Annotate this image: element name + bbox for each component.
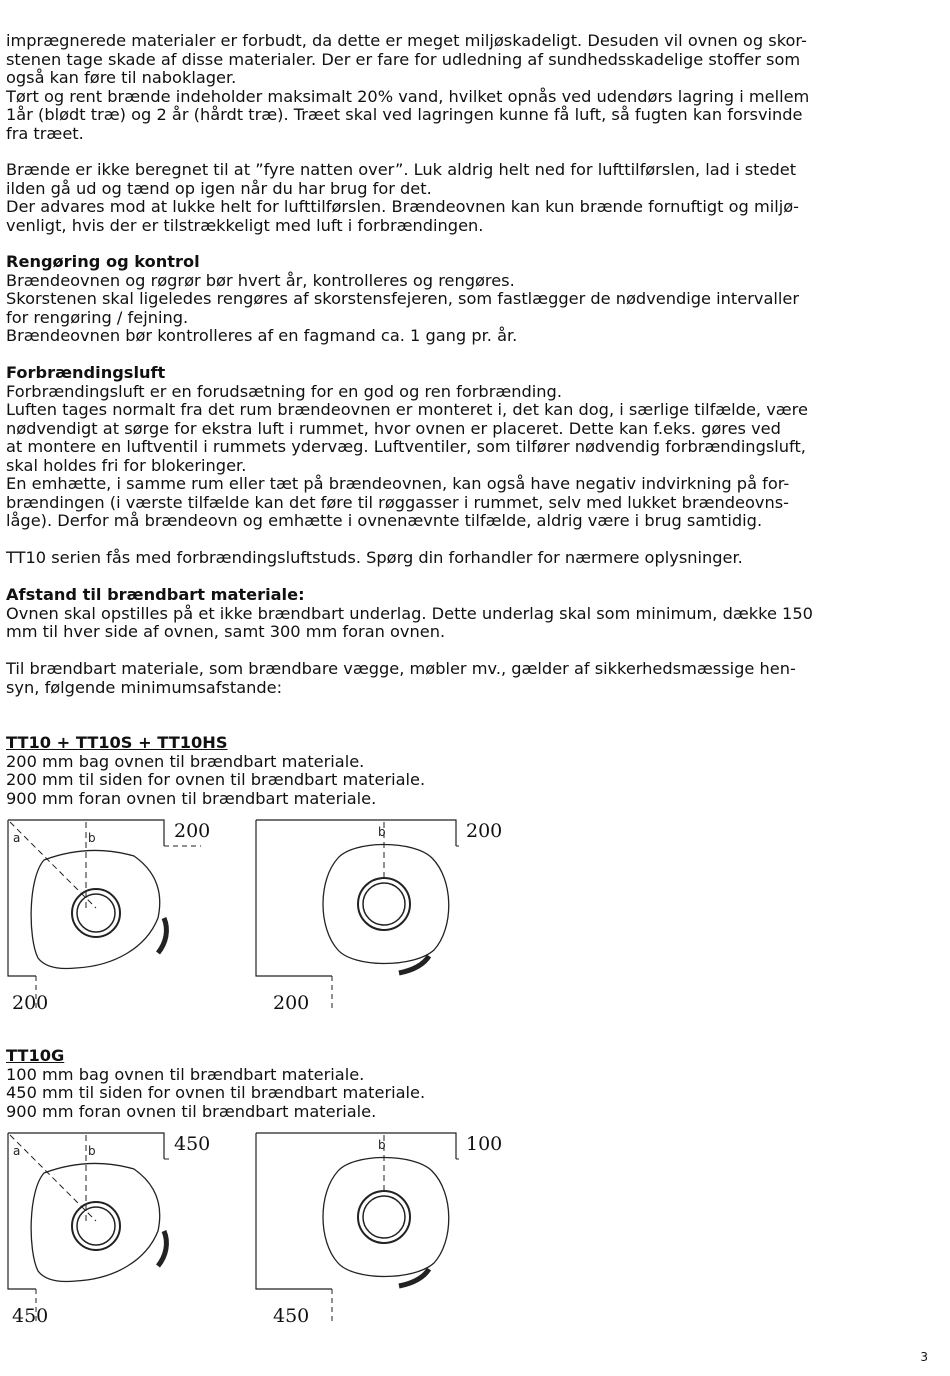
text-line: 200 mm til siden for ovnen til brændbart materiale. (6, 770, 426, 789)
dimension-line (36, 1159, 171, 1321)
text-line: 900 mm foran ovnen til brændbart materiale. (6, 788, 377, 808)
text-line: Forbrændingsluft er en forudsætning for en god og ren forbrænding. (6, 381, 562, 401)
label-a: a (13, 831, 21, 845)
handle (158, 918, 166, 953)
text-line: venligt, hvis der er tilstrækkeligt med luft i forbrændingen. (6, 215, 484, 235)
handle (158, 1231, 166, 1266)
page-number: 3 (920, 1350, 928, 1364)
label-b: b (378, 825, 386, 839)
text-line: 1år (blødt træ) og 2 år (hårdt træ). Træet skal ved lagringen kunne få luft, så fugten kan forsvinde (6, 105, 803, 124)
stove-body (31, 1163, 160, 1281)
text-line: låge). Derfor må brændeovn og emhætte i ovnenævnte tilfælde, aldrig være i brug samtidig. (6, 511, 763, 530)
section-heading: Rengøring og kontrol (6, 252, 200, 271)
text-line: fra træet. (6, 123, 84, 143)
text-line: 450 mm til siden for ovnen til brændbart materiale. (6, 1083, 426, 1102)
text-line: Brændeovnen bør kontrolleres af en fagmand ca. 1 gang pr. år. (6, 326, 518, 345)
section-heading: Afstand til brændbart materiale: (6, 585, 305, 604)
text-line: TT10 serien fås med forbrændingsluftstuds. Spørg din forhandler for nærmere oplysninger. (6, 548, 743, 567)
label-b: b (88, 1144, 96, 1158)
flue-inner (77, 1207, 115, 1245)
combustion-note (6, 549, 926, 568)
text-line: brændingen (i værste tilfælde kan det føre til røggasser i rummet, selv med lukket brændeovns- (6, 492, 790, 512)
dimension-value: 200 (466, 820, 503, 842)
text-line: Brænde er ikke beregnet til at ”fyre natten over”. Luk aldrig helt ned for lufttilførslen, lad i stedet (6, 160, 797, 179)
flue-outer (72, 889, 120, 937)
diagonal-line (10, 822, 96, 908)
flue-inner (77, 894, 115, 932)
model-tt10-section (6, 734, 926, 808)
dimension-value: 200 (273, 992, 310, 1014)
flue-outer (72, 1202, 120, 1250)
night-paragraph (6, 161, 926, 235)
cleaning-section (6, 253, 926, 346)
flue-outer (358, 878, 410, 930)
text-line: for rengøring / fejning. (6, 307, 189, 327)
text-line: 900 mm foran ovnen til brændbart materiale. (6, 1101, 377, 1121)
model-title: TT10G (6, 1046, 65, 1065)
label-a: a (13, 1144, 21, 1158)
label-b: b (378, 1138, 386, 1152)
text-line: Luften tages normalt fra det rum brændeovnen er monteret i, det kan dog, i særlige tilfælde, være (6, 400, 808, 419)
text-line: 200 mm bag ovnen til brændbart materiale. (6, 751, 365, 771)
dimension-value: 450 (174, 1133, 211, 1155)
corner-install-diagram (6, 818, 246, 1018)
text-line: En emhætte, i samme rum eller tæt på brændeovnen, kan også have negativ indvirkning på for- (6, 474, 790, 493)
handle (399, 1269, 429, 1286)
text-line: Ovnen skal opstilles på et ikke brændbart underlag. Dette underlag skal som minimum, dække 150 (6, 603, 813, 623)
dimension-line (36, 846, 201, 1008)
text-line: mm til hver side af ovnen, samt 300 mm foran ovnen. (6, 622, 446, 641)
stove-body (31, 850, 160, 968)
handle (399, 956, 429, 973)
combustion-section (6, 364, 926, 531)
model-tt10g-section (6, 1047, 926, 1121)
flue-inner (363, 1196, 405, 1238)
text-line: Til brændbart materiale, som brændbare vægge, møbler mv., gælder af sikkerhedsmæssige hen- (6, 659, 796, 678)
text-line: også kan føre til naboklager. (6, 68, 237, 87)
stove-body (323, 1158, 449, 1277)
wall-install-diagram (254, 1131, 474, 1331)
dimension-value: 200 (12, 992, 49, 1014)
text-line: nødvendigt at sørge for ekstra luft i rummet, hvor ovnen er placeret. Dette kan f.eks. gøres ved (6, 418, 781, 438)
diagonal-line (10, 1135, 96, 1221)
text-line: syn, følgende minimumsafstande: (6, 677, 283, 697)
distance-intro (6, 660, 926, 697)
text-line: imprægnerede materialer er forbudt, da dette er meget miljøskadeligt. Desuden vil ovnen og skor- (6, 31, 807, 50)
dimension-value: 450 (273, 1305, 310, 1327)
text-line: Tørt og rent brænde indeholder maksimalt 20% vand, hvilket opnås ved udendørs lagring i mellem (6, 86, 810, 106)
section-heading: Forbrændingsluft (6, 363, 166, 382)
model-title: TT10 + TT10S + TT10HS (6, 733, 228, 752)
text-line: 100 mm bag ovnen til brændbart materiale. (6, 1064, 365, 1084)
text-line: at montere en luftventil i rummets ydervæg. Luftventiler, som tilfører nødvendig forbrændingsluft, (6, 437, 806, 456)
intro-paragraph (6, 32, 926, 143)
corner-install-diagram (6, 1131, 246, 1331)
flue-outer (358, 1191, 410, 1243)
flue-inner (363, 883, 405, 925)
distance-section (6, 586, 926, 642)
wall-install-diagram (254, 818, 474, 1018)
dimension-value: 100 (466, 1133, 503, 1155)
text-line: Der advares mod at lukke helt for lufttilførslen. Brændeovnen kan kun brænde fornuftigt og miljø- (6, 197, 799, 216)
text-line: stenen tage skade af disse materialer. Der er fare for udledning af sundhedsskadelige stoffer som (6, 49, 801, 69)
stove-body (323, 845, 449, 964)
text-line: ilden gå ud og tænd op igen når du har brug for det. (6, 178, 432, 198)
dimension-value: 450 (12, 1305, 49, 1327)
wall-outline (256, 1133, 456, 1289)
text-line: Brændeovnen og røgrør bør hvert år, kontrolleres og rengøres. (6, 270, 515, 290)
text-line: Skorstenen skal ligeledes rengøres af skorstensfejeren, som fastlægger de nødvendige intervaller (6, 289, 799, 308)
dimension-value: 200 (174, 820, 211, 842)
text-line: skal holdes fri for blokeringer. (6, 455, 247, 475)
wall-outline (256, 820, 456, 976)
label-b: b (88, 831, 96, 845)
